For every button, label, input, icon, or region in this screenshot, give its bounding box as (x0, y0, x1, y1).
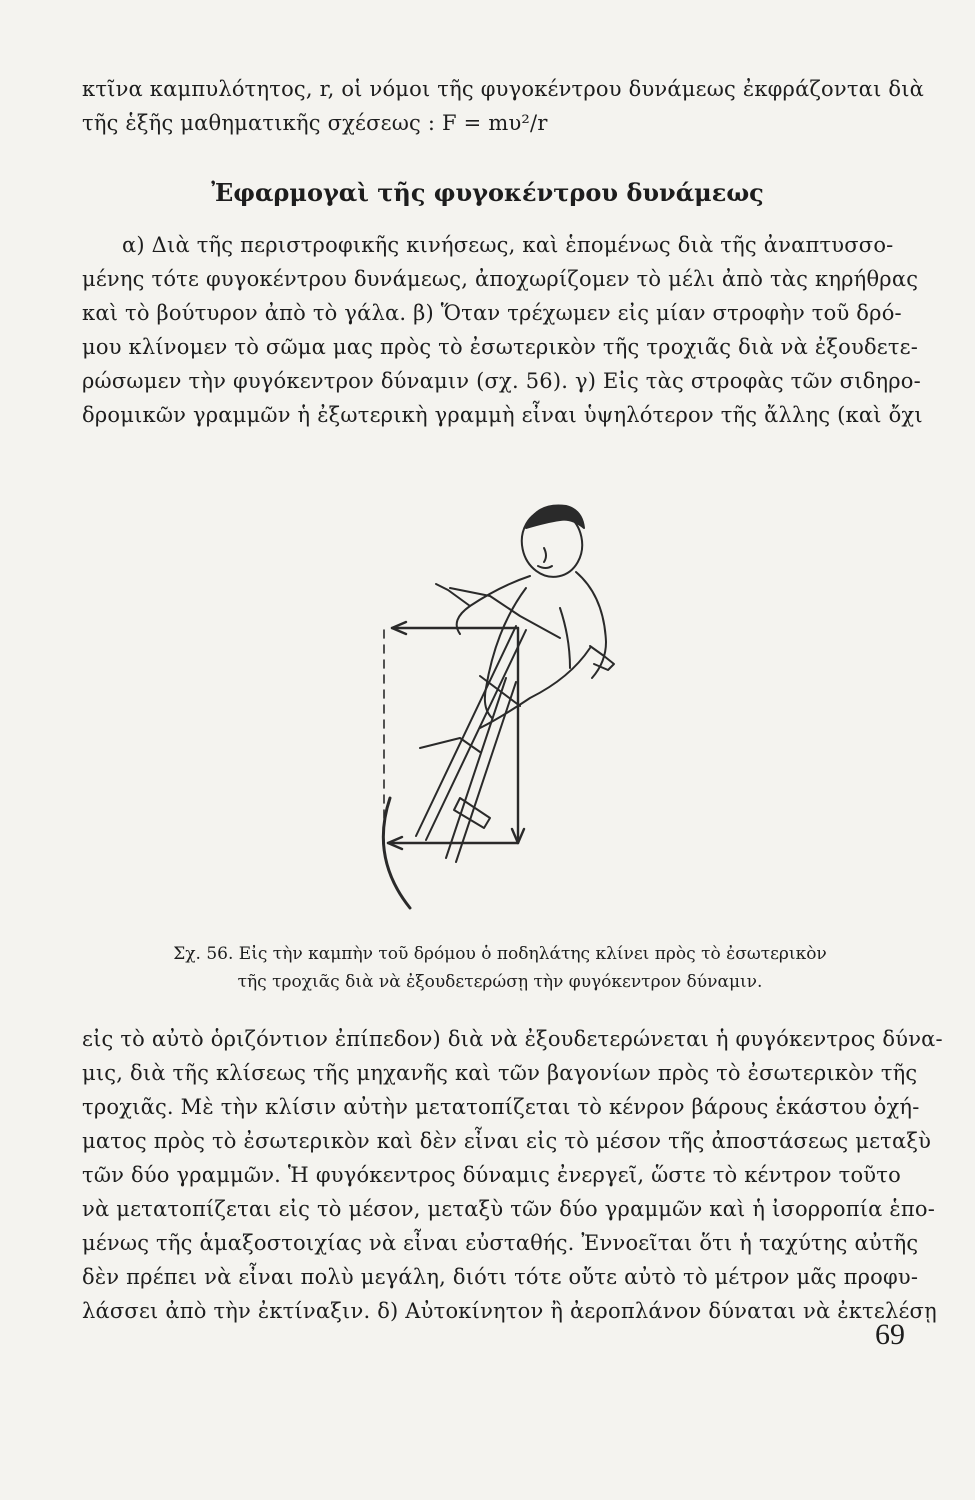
caption-line: τῆς τροχιᾶς διὰ νὰ ἐξουδετερώσῃ τὴν φυγόκεντρον δύναμιν. (237, 972, 763, 992)
text-line: λάσσει ἀπὸ τὴν ἐκτίναξιν. δ) Αὐτοκίνητον ἢ ἀεροπλάνον δύναται νὰ ἐκτελέσῃ (82, 1299, 937, 1323)
cyclist-body (436, 572, 614, 728)
text-line: νὰ μετατοπίζεται εἰς τὸ μέσον, μεταξὺ τῶν δύο γραμμῶν καὶ ἡ ἰσορροπία ἑπο- (82, 1197, 936, 1221)
bicycle (383, 588, 560, 908)
text-line: α) Διὰ τῆς περιστροφικῆς κινήσεως, καὶ ἑπομένως διὰ τῆς ἀναπτυσσο- (122, 233, 894, 257)
figure-56-cyclist (330, 498, 650, 918)
text-line: καὶ τὸ βούτυρον ἀπὸ τὸ γάλα. β) Ὅταν τρέχωμεν εἰς μίαν στροφὴν τοῦ δρό- (82, 301, 902, 325)
cyclist-head (516, 504, 589, 583)
paragraph-railway (82, 1022, 943, 1328)
text-line: τροχιᾶς. Μὲ τὴν κλίσιν αὐτὴν μετατοπίζεται τὸ κένρον βάρους ἑκάστου ὀχή- (82, 1095, 920, 1119)
text-line: δρομικῶν γραμμῶν ἡ ἐξωτερικὴ γραμμὴ εἶναι ὑψηλότερον τῆς ἄλλης (καὶ ὄχι (82, 403, 923, 427)
caption-line: Σχ. 56. Εἰς τὴν καμπὴν τοῦ δρόμου ὁ ποδηλάτης κλίνει πρὸς τὸ ἐσωτερικὸν (173, 944, 827, 964)
page-number: 69 (875, 1318, 905, 1351)
text-line: μένως τῆς ἁμαξοστοιχίας νὰ εἶναι εὐσταθής. Ἐννοεῖται ὅτι ἡ ταχύτης αὐτῆς (82, 1231, 919, 1255)
text-line: μου κλίνομεν τὸ σῶμα μας πρὸς τὸ ἐσωτερικὸν τῆς τροχιᾶς διὰ νὰ ἐξουδετε- (82, 335, 919, 359)
text-line: ματος πρὸς τὸ ἐσωτερικὸν καὶ δὲν εἶναι εἰς τὸ μέσον τῆς ἀποστάσεως μεταξὺ (82, 1129, 932, 1153)
section-heading: Ἐφαρμογαὶ τῆς φυγοκέντρου δυνάμεως (211, 178, 764, 207)
text-line: μις, διὰ τῆς κλίσεως τῆς μηχανῆς καὶ τῶν βαγονίων πρὸς τὸ ἐσωτερικὸν τῆς (82, 1061, 918, 1085)
figure-caption (150, 940, 850, 996)
paragraph-formula (82, 72, 925, 140)
text-line: κτῖνα καμπυλότητος, r, οἱ νόμοι τῆς φυγοκέντρου δυνάμεως ἐκφράζονται διὰ (82, 77, 925, 101)
text-line: ρώσωμεν τὴν φυγόκεντρον δύναμιν (σχ. 56). γ) Εἰς τὰς στροφὰς τῶν σιδηρο- (82, 369, 921, 393)
text-line: τῶν δύο γραμμῶν. Ἡ φυγόκεντρος δύναμις ἐνεργεῖ, ὥστε τὸ κέντρον τοῦτο (82, 1163, 901, 1187)
text-line: εἰς τὸ αὐτὸ ὁριζόντιον ἐπίπεδον) διὰ νὰ ἐξουδετερώνεται ἡ φυγόκεντρος δύνα- (82, 1027, 943, 1051)
cyclist-leaning-icon (330, 498, 650, 918)
text-line: τῆς ἑξῆς μαθηματικῆς σχέσεως : F = mυ²/r (82, 111, 548, 135)
text-line: δὲν πρέπει νὰ εἶναι πολὺ μεγάλη, διότι τότε οὔτε αὐτὸ τὸ μέτρον μᾶς προφυ- (82, 1265, 919, 1289)
text-line: μένης τότε φυγοκέντρου δυνάμεως, ἀποχωρίζομεν τὸ μέλι ἀπὸ τὰς κηρήθρας (82, 267, 919, 291)
force-vectors (384, 622, 524, 849)
paragraph-applications (82, 228, 923, 432)
